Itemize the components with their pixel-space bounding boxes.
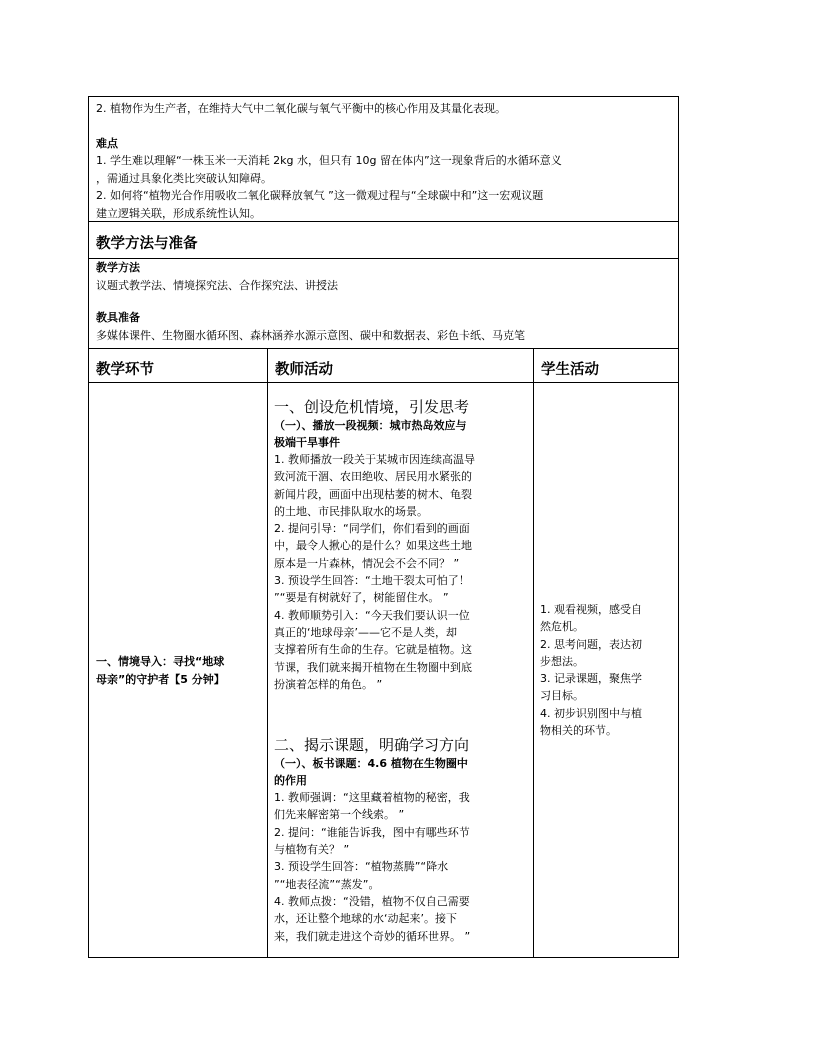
header-stage (96, 360, 154, 380)
stage-cell (96, 653, 261, 688)
teacher-activity-line: ”“要是有树就好了，树能留住水。 ” (274, 591, 449, 605)
teacher-activity-line: 支撑着所有生命的生存。它就是植物。这 (274, 643, 472, 657)
part2-title: 二、揭示课题，明确学习方向 (274, 736, 470, 755)
teacher-activity-line: 原本是一片森林，情况会不会不同？ ” (274, 556, 460, 570)
difficulty-2a: 2. 如何将“植物光合作用吸收二氧化碳释放氧气 ”这一微观过程与“全球碳中和”这一宏观议题 (96, 189, 544, 202)
teacher-activity-line: ”“地表径流”“蒸发”。 (274, 877, 380, 891)
lesson-plan-table (88, 96, 679, 958)
student-cell (540, 601, 674, 739)
column-divider (267, 348, 268, 957)
part2-subtitle-a: （一）、板书课题：4.6 植物在生物圈中 (274, 757, 468, 771)
methods-heading (96, 234, 198, 254)
divider (89, 382, 678, 383)
part1-list (274, 451, 530, 693)
part2-subtitle-b: 的作用 (274, 774, 307, 788)
objectives-cell (96, 100, 671, 222)
teacher-activity-line: 1. 教师强调：“这里藏着植物的秘密，我 (274, 791, 470, 805)
header-student (541, 360, 599, 380)
stage-line-2: 母亲”的守护者【5 分钟】 (96, 672, 225, 686)
difficulty-1b: ，需通过具象化类比突破认知障碍。 (96, 171, 272, 185)
methods-cell (96, 259, 671, 344)
tools-label: 教具准备 (96, 311, 140, 324)
student-activity-line: 1. 观看视频，感受自 (540, 603, 642, 616)
column-divider (533, 348, 534, 957)
part1-subtitle-a: （一）、播放一段视频：城市热岛效应与 (274, 419, 467, 432)
teacher-activity-line: 中，最令人揪心的是什么？如果这些土地 (274, 539, 472, 553)
header-teacher (275, 360, 333, 380)
difficulty-2b: 建立逻辑关联，形成系统性认知。 (96, 206, 261, 220)
objective-2: 2. 植物作为生产者，在维持大气中二氧化碳与氧气平衡中的核心作用及其量化表现。 (96, 102, 506, 115)
teacher-activity-line: 2. 提问：“谁能告诉我，图中有哪些环节 (274, 825, 470, 839)
header-teacher-label: 教师活动 (275, 362, 333, 378)
student-activity-line: 步想法。 (540, 654, 584, 668)
part1-subtitle-b: 极端干旱事件 (274, 436, 340, 449)
teacher-activity-line: 扮演着怎样的角色。 ” (274, 677, 383, 691)
header-stage-label: 教学环节 (96, 362, 154, 378)
student-activity-line: 3. 记录课题，聚焦学 (540, 672, 642, 686)
divider (89, 348, 678, 349)
difficulty-title: 难点 (96, 136, 118, 150)
student-activity-line: 习目标。 (540, 689, 584, 703)
tools-text: 多媒体课件、生物圈水循环图、森林涵养水源示意图、碳中和数据表、彩色卡纸、马克笔 (96, 328, 525, 342)
teacher-activity-line: 4. 教师顺势引入：“今天我们要认识一位 (274, 608, 470, 622)
teacher-activity-line: 们先来解密第一个线索。 ” (274, 808, 405, 822)
teacher-activity-line: 4. 教师点拨：“没错，植物不仅自己需要 (274, 894, 470, 908)
student-list (540, 601, 674, 739)
divider (89, 221, 678, 222)
teacher-cell (274, 397, 530, 945)
student-activity-line: 4. 初步识别图中与植 (540, 706, 642, 720)
teacher-activity-line: 3. 预设学生回答：“土地干裂太可怕了！ (274, 574, 470, 588)
teacher-activity-line: 1. 教师播放一段关于某城市因连续高温导 (274, 453, 475, 466)
methods-label: 教学方法 (96, 261, 140, 274)
teacher-activity-line: 节课，我们就来揭开植物在生物圈中到底 (274, 660, 472, 674)
student-activity-line: 2. 思考问题，表达初 (540, 637, 642, 651)
student-activity-line: 物相关的环节。 (540, 724, 617, 738)
teacher-activity-line: 水，还让整个地球的水‘动起来’。接下 (274, 912, 457, 926)
difficulty-1a: 1. 学生难以理解“一株玉米一天消耗 2kg 水，但只有 10g 留在体内”这一现象背后的水循环意义 (96, 154, 562, 167)
teacher-activity-line: 致河流干涸、农田绝收、居民用水紧张的 (274, 470, 472, 484)
header-student-label: 学生活动 (541, 362, 599, 378)
part2-list (274, 789, 530, 945)
part1-title: 一、创设危机情境，引发思考 (274, 398, 470, 416)
teacher-activity-line: 2. 提问引导：“同学们，你们看到的画面 (274, 522, 470, 536)
teacher-activity-line: 3. 预设学生回答：“植物蒸腾”“降水 (274, 860, 449, 874)
teacher-activity-line: 来，我们就走进这个奇妙的循环世界。 ” (274, 929, 471, 943)
teacher-activity-line: 新闻片段，画面中出现枯萎的树木、龟裂 (274, 487, 472, 501)
methods-title: 教学方法与准备 (96, 236, 198, 252)
stage-line-1: 一、情境导入：寻找“地球 (96, 655, 225, 668)
student-activity-line: 然危机。 (540, 620, 584, 634)
teacher-activity-line: 与植物有关？ ” (274, 843, 350, 857)
teacher-activity-line: 的土地、市民排队取水的场景。 (274, 504, 428, 518)
teacher-activity-line: 真正的‘地球母亲’——它不是人类，却 (274, 625, 457, 639)
methods-text: 议题式教学法、情境探究法、合作探究法、讲授法 (96, 278, 338, 292)
